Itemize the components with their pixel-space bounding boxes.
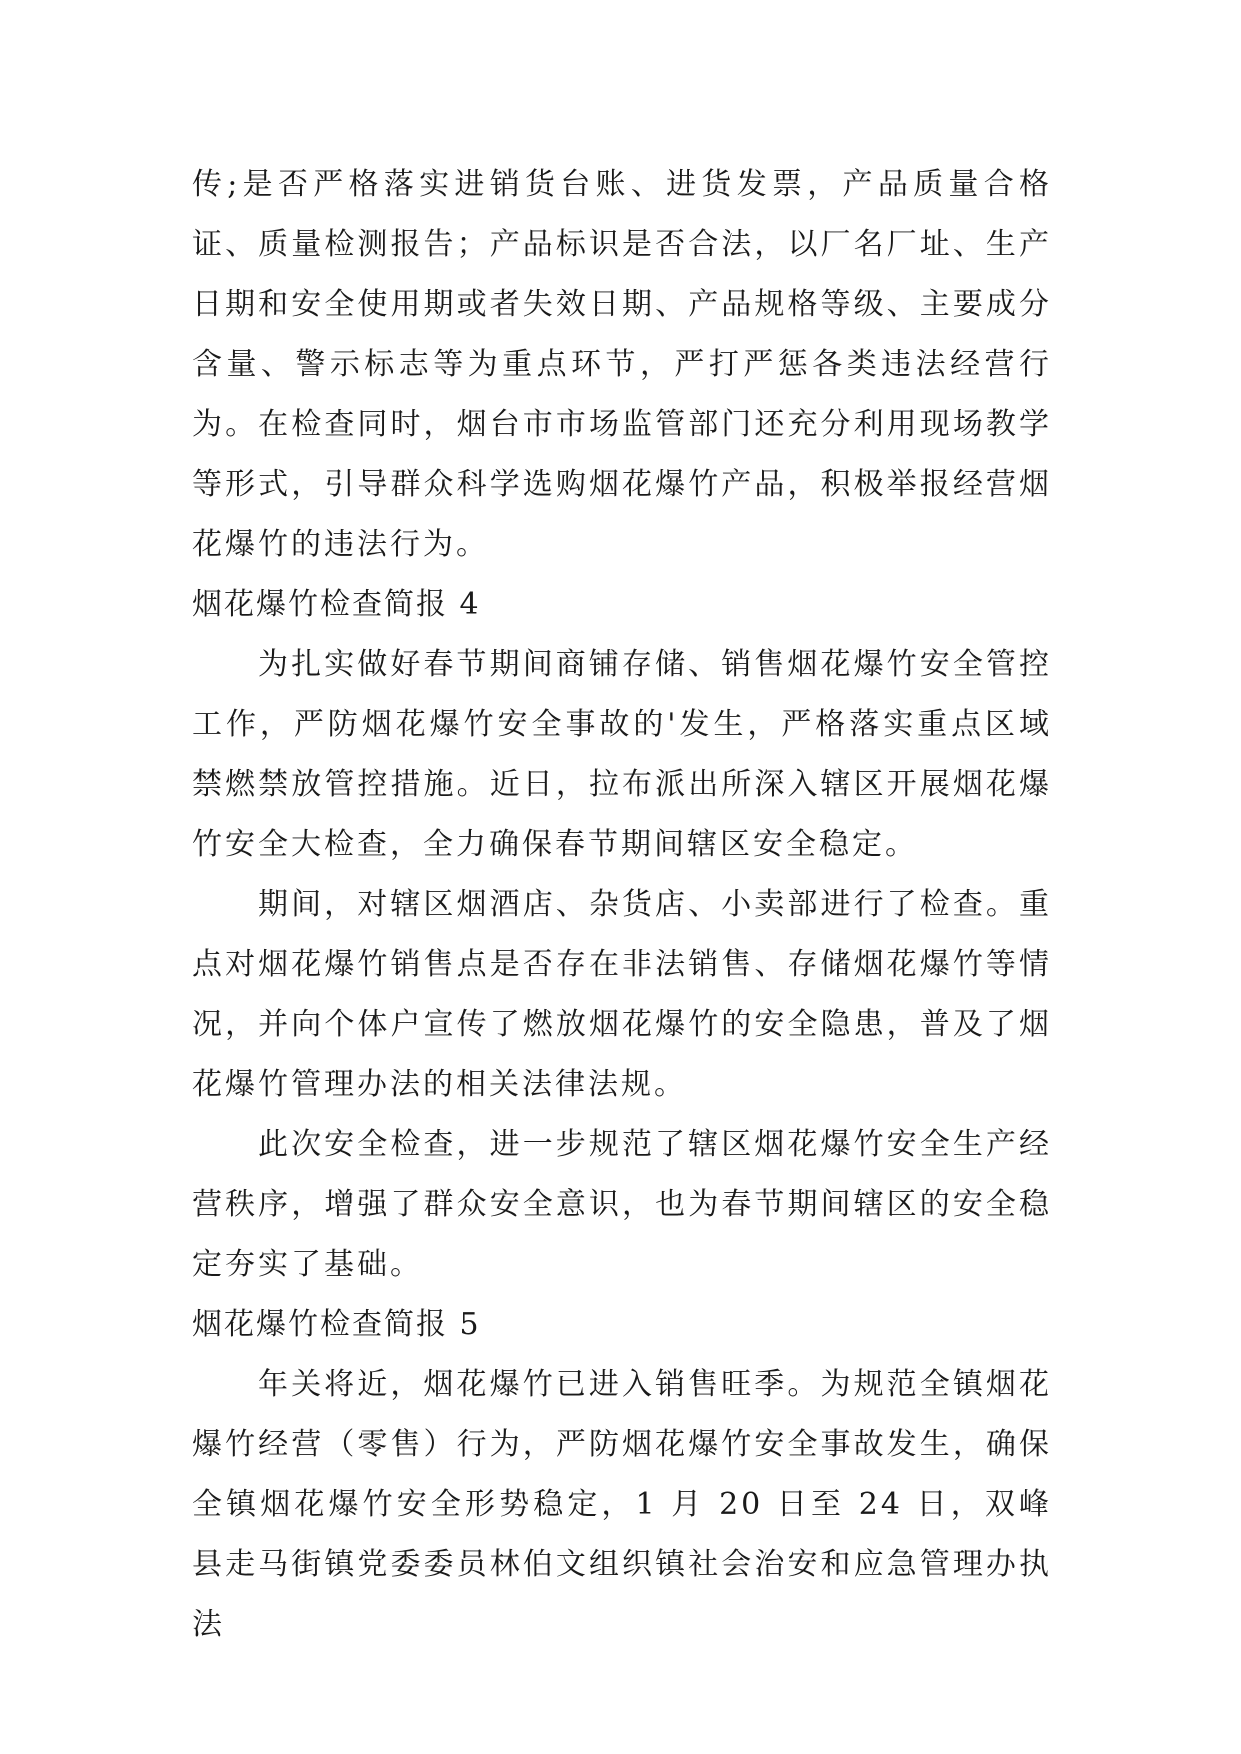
document-body xyxy=(192,155,1052,1655)
paragraph-inspection-details: 传;是否严格落实进销货台账、进货发票，产品质量合格证、质量检测报告；产品标识是否合法，以厂名厂址、生产日期和安全使用期或者失效日期、产品规格等级、主要成分含量、警示标志等为重点环节，严打严惩各类违法经营行为。在检查同时，烟台市市场监管部门还充分利用现场教学等形式，引导群众科学选购烟花爆竹产品，积极举报经营烟花爆竹的违法行为。 xyxy=(192,167,1052,562)
paragraph-brief-4-inspection: 期间，对辖区烟酒店、杂货店、小卖部进行了检查。重点对烟花爆竹销售点是否存在非法销售、存储烟花爆竹等情况，并向个体户宣传了燃放烟花爆竹的安全隐患，普及了烟花爆竹管理办法的相关法律法规。 xyxy=(192,887,1052,1102)
section-heading-brief-4: 烟花爆竹检查简报 4 xyxy=(192,587,481,622)
paragraph-brief-4-intro: 为扎实做好春节期间商铺存储、销售烟花爆竹安全管控工作，严防烟花爆竹安全事故的'发生，严格落实重点区域禁燃禁放管控措施。近日，拉布派出所深入辖区开展烟花爆竹安全大检查，全力确保春节期间辖区安全稳定。 xyxy=(192,647,1052,862)
paragraph-brief-5-intro: 年关将近，烟花爆竹已进入销售旺季。为规范全镇烟花爆竹经营（零售）行为，严防烟花爆竹安全事故发生，确保全镇烟花爆竹安全形势稳定，1 月 20 日至 24 日，双峰县走马街镇党委委员林伯文组织镇社会治安和应急管理办执法 xyxy=(192,1367,1052,1642)
paragraph-brief-4-summary: 此次安全检查，进一步规范了辖区烟花爆竹安全生产经营秩序，增强了群众安全意识，也为春节期间辖区的安全稳定夯实了基础。 xyxy=(192,1127,1052,1282)
section-heading-brief-5: 烟花爆竹检查简报 5 xyxy=(192,1307,481,1342)
